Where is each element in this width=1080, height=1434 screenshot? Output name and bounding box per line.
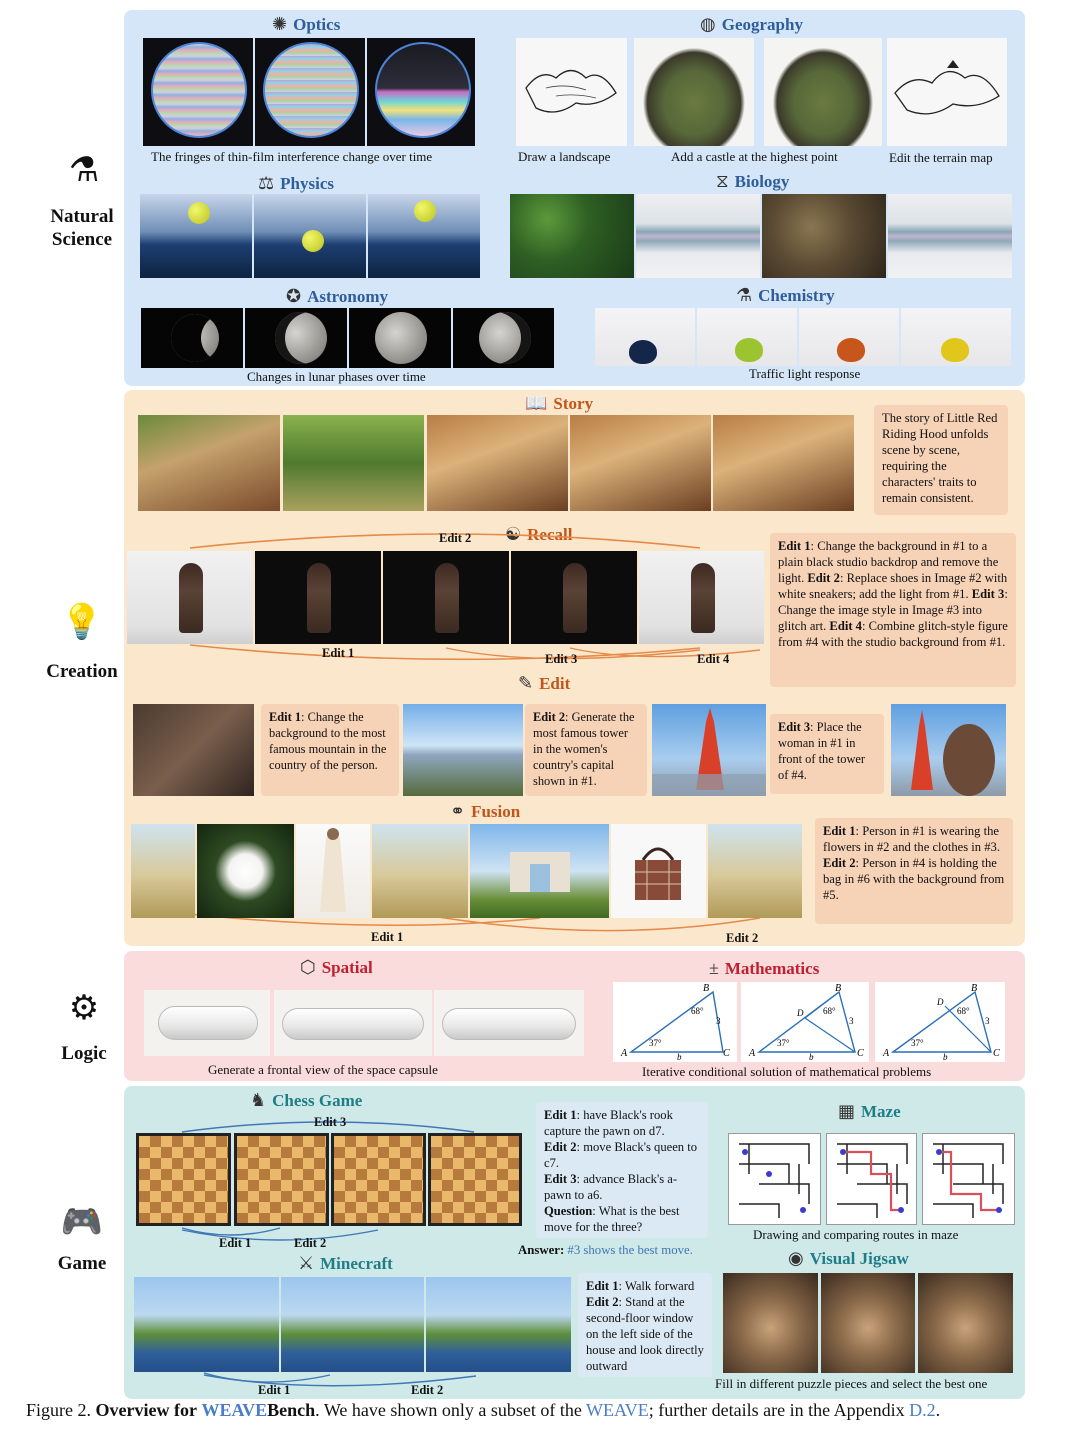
fusion-edit1-label: Edit 1 [371, 930, 404, 944]
chess-answer: Answer: #3 shows the best move. [518, 1243, 693, 1257]
category-game: Game [57, 1253, 107, 1274]
recall-description: Edit 1: Change the background in #1 to a plain black studio backdrop and remove the light. Edit 2: Replace shoes in Image #2 with white sneakers; add the light from #1. Edit 3: Change the image style in Image #3 into glitch art. Edit 4: Combine glitch-style figure from #4 with the studio background from #1. [770, 533, 1016, 687]
category-logic: Logic [61, 1043, 107, 1064]
tri1-angle-b: 68° [691, 1006, 704, 1016]
figure-number: Figure 2. [26, 1400, 91, 1420]
science-flask-icon: ⚗ [68, 152, 100, 189]
minecraft-image-1 [134, 1277, 279, 1372]
geography-caption-1: Draw a landscape [518, 149, 611, 164]
minecraft-edit2-label: Edit 2 [411, 1383, 444, 1397]
chess-board-4 [428, 1133, 522, 1226]
tri3-label-d: D [937, 997, 944, 1007]
jigsaw-caption: Fill in different puzzle pieces and select the best one [715, 1376, 988, 1391]
book-icon: 📖 [525, 393, 548, 413]
sword-icon: ⚔ [298, 1253, 315, 1273]
math-symbols-icon: ± [709, 958, 719, 978]
gamepad-icon: 🎮 [60, 1204, 104, 1241]
tri1-label-a: A [621, 1048, 628, 1059]
optics-icon: ✺ [272, 14, 288, 34]
jigsaw-title: ◉ Visual Jigsaw [788, 1248, 909, 1268]
minecraft-image-2 [281, 1277, 424, 1372]
tri1-label-c: C [723, 1048, 730, 1059]
puzzle-eye-icon: ◉ [788, 1248, 804, 1268]
tri2-label-a: A [749, 1048, 756, 1059]
spatial-title: ⬡ Spatial [300, 957, 373, 977]
maze-icon: ▦ [838, 1101, 856, 1121]
fusion-description: Edit 1: Person in #1 is wearing the flowers in #2 and the clothes in #3. Edit 2: Person in #4 is holding the bag in #6 with the background from #5. [815, 818, 1013, 924]
edit-1-text: Edit 1: Change the background to the most famous mountain in the country of the person. [261, 704, 399, 796]
globe-icon: ◍ [700, 14, 716, 34]
maze-caption: Drawing and comparing routes in maze [753, 1227, 959, 1242]
mathematics-caption: Iterative conditional solution of mathematical problems [642, 1064, 932, 1079]
chess-edit3-label: Edit 3 [314, 1115, 347, 1129]
chess-description: Edit 1: have Black's rook capture the pawn on d7. Edit 2: move Black's queen to c7. Edit 3: advance Black's a-pawn to a6. Question: What is the best move for the three? [536, 1102, 708, 1238]
chess-board-1 [136, 1133, 231, 1226]
maze-image-1 [728, 1133, 821, 1225]
fusion-title: ⚭ Fusion [450, 801, 521, 821]
tri3-label-c: C [993, 1048, 1000, 1059]
tri2-angle-a: 37° [777, 1038, 790, 1048]
figure-caption-tail: ; further details are in the Appendix [648, 1400, 905, 1420]
edit-title: ✎ Edit [518, 673, 571, 693]
recall-title: ☯ Recall [505, 524, 573, 544]
jigsaw-image-2 [821, 1273, 915, 1373]
maze-image-2 [826, 1133, 917, 1225]
chess-board-3 [331, 1133, 426, 1226]
tri3-base: b [943, 1052, 948, 1062]
category-creation: Creation [46, 661, 118, 682]
figure-caption-end: . [935, 1400, 941, 1420]
jigsaw-image-3 [918, 1273, 1013, 1373]
mathematics-title: ± Mathematics [709, 958, 820, 978]
story-description: The story of Little Red Riding Hood unfolds scene by scene, requiring the characters' traits to remain consistent. [874, 405, 1008, 515]
optics-title: ✺ Optics [272, 14, 341, 34]
tri2-label-b: B [835, 983, 842, 994]
chess-edit2-label: Edit 2 [294, 1236, 327, 1250]
chess-title: ♞ Chess Game [250, 1090, 363, 1110]
pencil-edit-icon: ✎ [518, 673, 534, 693]
category-natural-science: Natural Science [50, 206, 114, 250]
astronomy-icon: ✪ [286, 286, 302, 306]
cube-icon: ⬡ [300, 957, 316, 977]
tri3-label-a: A [883, 1048, 890, 1059]
optics-caption: The fringes of thin-film interference change over time [151, 149, 433, 164]
tri2-label-d: D [797, 1008, 804, 1018]
chemistry-title: ⚗ Chemistry [736, 285, 835, 305]
recall-edit1-label: Edit 1 [322, 646, 355, 660]
biology-title: ⧖ Biology [716, 171, 790, 191]
spatial-caption: Generate a frontal view of the space capsule [208, 1062, 438, 1077]
minecraft-edit1-label: Edit 1 [258, 1383, 291, 1397]
dna-icon: ⧖ [716, 171, 729, 191]
maze-title: ▦ Maze [838, 1101, 901, 1121]
maze-image-3 [922, 1133, 1015, 1225]
geography-title: ◍ Geography [700, 14, 803, 34]
tri1-side: 3 [716, 1016, 721, 1026]
physics-icon: ⚖ [258, 173, 275, 193]
weave-wordmark-2: WEAVE [586, 1400, 649, 1420]
figure-caption-bold-a: Overview for [95, 1400, 197, 1420]
figure-caption-mid: . We have shown only a subset of the [315, 1400, 582, 1420]
fusion-icon: ⚭ [450, 801, 466, 821]
tri3-angle-b: 68° [957, 1006, 970, 1016]
appendix-link[interactable]: D.2 [909, 1400, 936, 1420]
recall-edit3-label: Edit 3 [545, 652, 578, 666]
astronomy-title: ✪ Astronomy [286, 286, 389, 306]
lightbulb-icon: 💡 [60, 604, 104, 641]
tri3-side: 3 [985, 1016, 990, 1026]
tri1-angle-a: 37° [649, 1038, 662, 1048]
chess-board-2 [234, 1133, 329, 1226]
minecraft-description: Edit 1: Walk forward Edit 2: Stand at the second-floor window on the left side of the house and look directly outward [578, 1273, 712, 1377]
minecraft-title: ⚔ Minecraft [298, 1253, 393, 1273]
recall-edit2-label: Edit 2 [439, 531, 472, 545]
figure-caption [26, 1400, 940, 1421]
flask-icon: ⚗ [736, 285, 753, 305]
geography-caption-2: Add a castle at the highest point [671, 149, 838, 164]
physics-title: ⚖ Physics [258, 173, 334, 193]
chemistry-caption: Traffic light response [749, 366, 861, 381]
edit-2-text: Edit 2: Generate the most famous tower in the women's country's capital shown in #1. [525, 704, 647, 796]
tri2-angle-b: 68° [823, 1006, 836, 1016]
tri2-label-c: C [857, 1048, 864, 1059]
edit-3-text: Edit 3: Place the woman in #1 in front of the tower of #4. [770, 714, 884, 794]
story-title: 📖 Story [525, 393, 594, 413]
recall-edit4-label: Edit 4 [697, 652, 730, 666]
tri3-angle-a: 37° [911, 1038, 924, 1048]
fusion-edit2-label: Edit 2 [726, 931, 759, 945]
jigsaw-image-1 [723, 1273, 818, 1373]
weave-wordmark: WEAVE [201, 1400, 268, 1420]
brain-icon: ☯ [505, 524, 522, 544]
minecraft-image-3 [426, 1277, 571, 1372]
figure-caption-bold-b: Bench [267, 1400, 316, 1420]
chess-edit1-label: Edit 1 [219, 1236, 252, 1250]
chess-knight-icon: ♞ [250, 1090, 267, 1110]
logic-gears-icon: ⚙ [68, 990, 100, 1027]
tri3-label-b: B [971, 983, 978, 994]
geography-caption-3: Edit the terrain map [889, 150, 993, 165]
tri2-side: 3 [849, 1016, 854, 1026]
tri1-label-b: B [703, 983, 710, 994]
tri2-base: b [809, 1052, 814, 1062]
astronomy-caption: Changes in lunar phases over time [247, 369, 426, 384]
tri1-base: b [677, 1052, 682, 1062]
